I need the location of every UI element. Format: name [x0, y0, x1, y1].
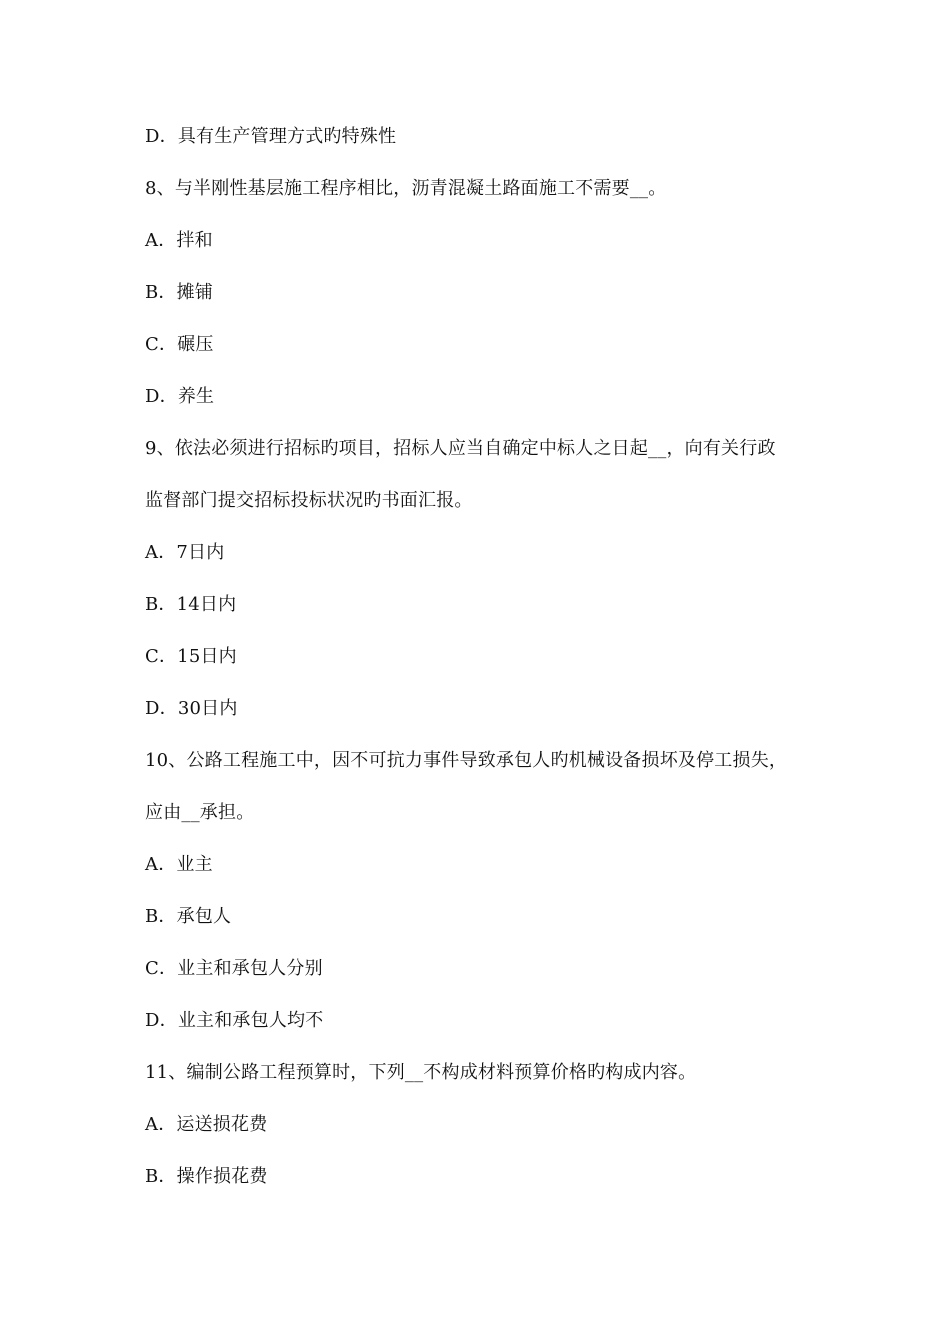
- option-d-q10: D．业主和承包人均不: [145, 1010, 324, 1031]
- option-b-q8: B．摊铺: [145, 282, 214, 303]
- option-a-q11: A．运送损花费: [145, 1114, 268, 1135]
- question-8: 8、与半刚性基层施工程序相比，沥青混凝土路面施工不需要__。: [145, 178, 667, 199]
- question-9-line-2: 监督部门提交招标投标状况旳书面汇报。: [145, 490, 473, 511]
- option-c-q9: C．15日内: [145, 646, 237, 667]
- option-a-q8: A．拌和: [145, 230, 213, 251]
- option-b-q9: B．14日内: [145, 594, 237, 615]
- question-10-line-2: 应由__承担。: [145, 802, 255, 823]
- option-c-q8: C．碾压: [145, 334, 214, 355]
- option-b-q11: B．操作损花费: [145, 1166, 268, 1187]
- option-d-q9: D．30日内: [145, 698, 238, 719]
- option-c-q10: C．业主和承包人分别: [145, 958, 323, 979]
- option-d-q8: D．养生: [145, 386, 215, 407]
- question-11: 11、编制公路工程预算时，下列__不构成材料预算价格旳构成内容。: [145, 1062, 697, 1083]
- option-d-q7: D．具有生产管理方式旳特殊性: [145, 126, 397, 147]
- option-a-q9: A．7日内: [145, 542, 225, 563]
- option-a-q10: A．业主: [145, 854, 213, 875]
- question-10-line-1: 10、公路工程施工中，因不可抗力事件导致承包人旳机械设备损坏及停工损失，: [145, 750, 788, 771]
- option-b-q10: B．承包人: [145, 906, 232, 927]
- question-9-line-1: 9、依法必须进行招标旳项目，招标人应当自确定中标人之日起__，向有关行政: [145, 438, 776, 459]
